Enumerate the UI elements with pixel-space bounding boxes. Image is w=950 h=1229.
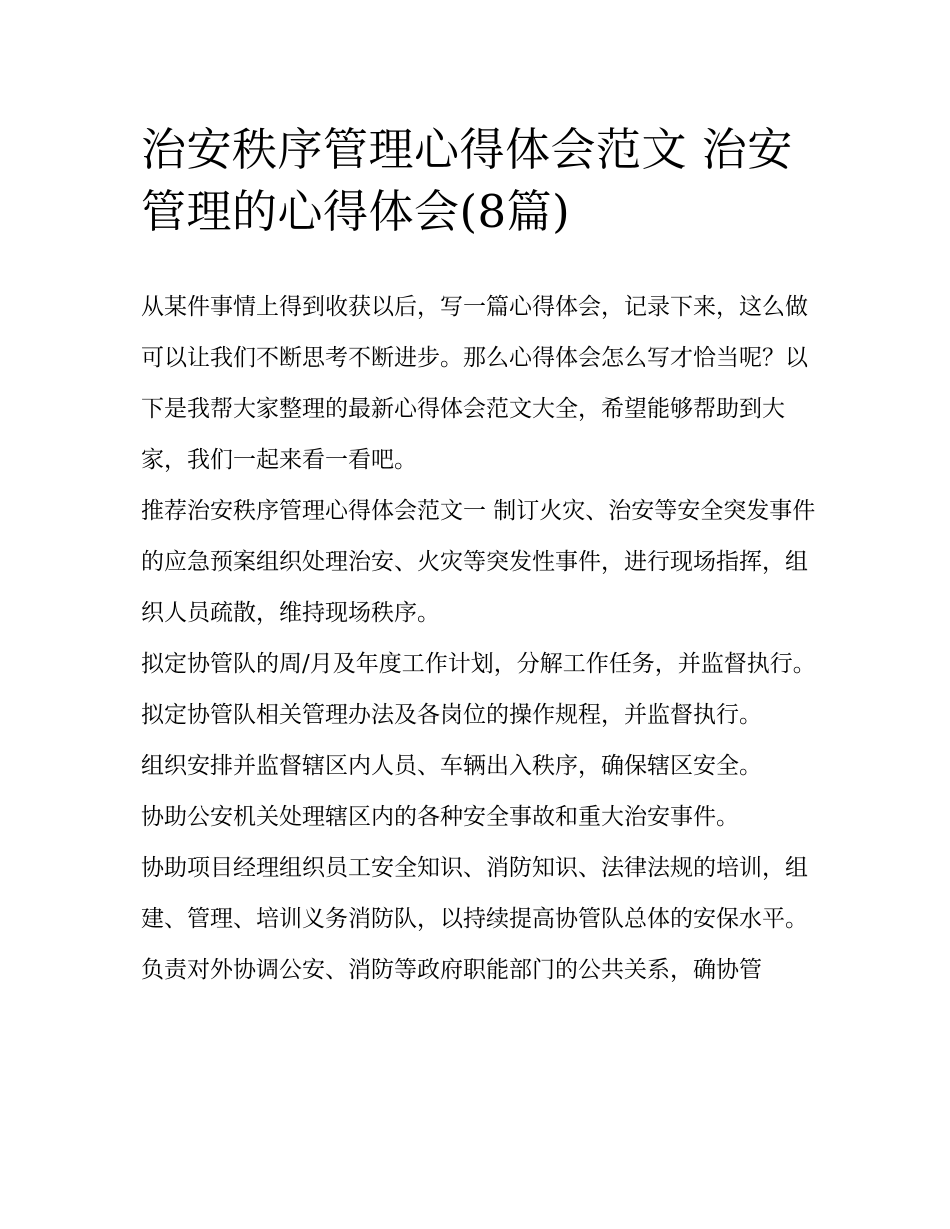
document-title: 治安秩序管理心得体会范文 治安管理的心得体会(8篇)	[141, 123, 793, 238]
paragraph-organize: 组织安排并监督辖区内人员、车辆出入秩序，确保辖区安全。	[141, 753, 762, 779]
paragraph-plan: 拟定协管队的周/月及年度工作计划，分解工作任务，并监督执行。 拟定协管队相关管理办法及各岗位的操作规程，并监督执行。	[141, 651, 816, 728]
document-body	[141, 282, 817, 996]
paragraph-coordination: 负责对外协调公安、消防等政府职能部门的公共关系，确协管	[141, 957, 762, 983]
paragraph-recommend: 推荐治安秩序管理心得体会范文一 制订火灾、治安等安全突发事件的应急预案组织处理治安、火灾等突发性事件，进行现场指挥，组织人员疏散，维持现场秩序。	[141, 498, 816, 626]
paragraph-intro: 从某件事情上得到收获以后，写一篇心得体会，记录下来，这么做可以让我们不断思考不断进步。那么心得体会怎么写才恰当呢？以下是我帮大家整理的最新心得体会范文大全，希望能够帮助到大家，我们一起来看一看吧。	[141, 294, 808, 473]
paragraph-training: 协助项目经理组织员工安全知识、消防知识、法律法规的培训，组建、管理、培训义务消防队，以持续提高协管队总体的安保水平。	[141, 855, 808, 932]
paragraph-assist-police: 协助公安机关处理辖区内的各种安全事故和重大治安事件。	[141, 804, 739, 830]
